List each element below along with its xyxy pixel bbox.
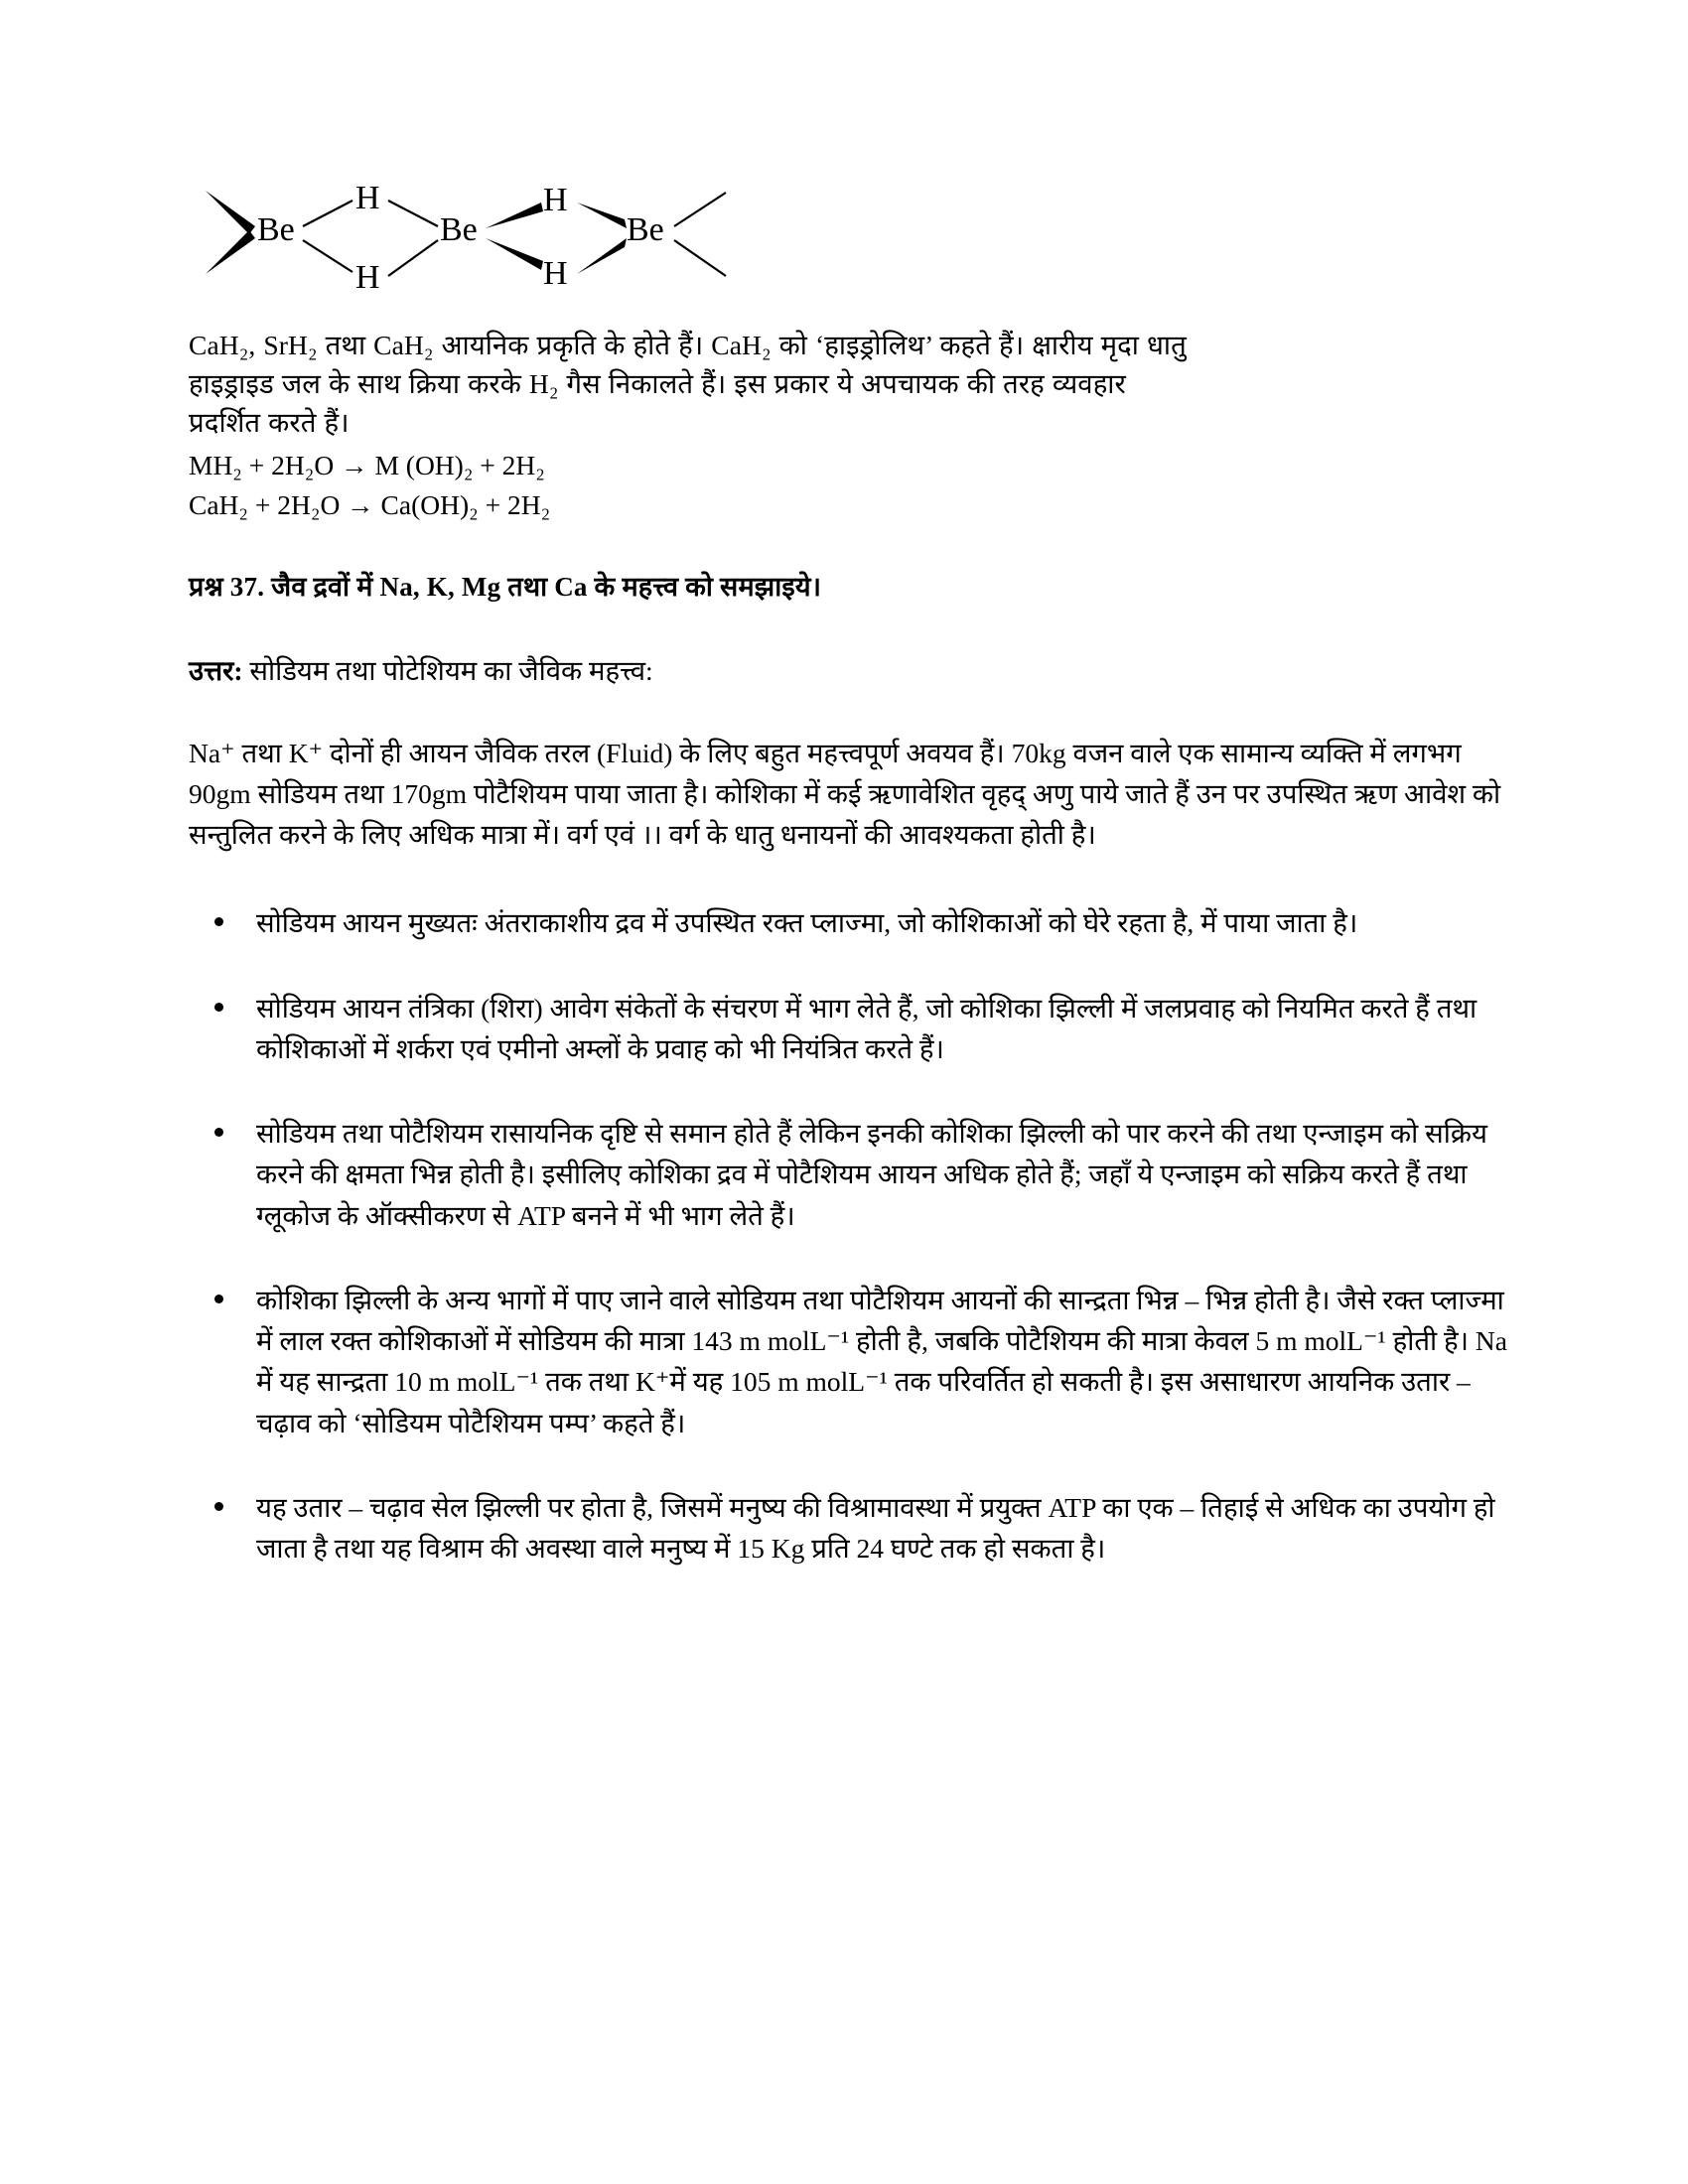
list-item-text: सोडियम तथा पोटैशियम रासायनिक दृष्टि से समान होते हैं लेकिन इनकी कोशिका झिल्ली को पार करने की तथा एन्जाइम को सक्रिय करने की क्षमता भिन्न होती है। इसीलिए कोशिका द्रव में पोटैशियम आयन अधिक होते हैं; जहाँ ये एन्जाइम को सक्रिय करते हैं तथा ग्लूकोज के ऑक्सीकरण से ATP बनने में भी भाग लेते हैं। bbox=[256, 1118, 1487, 1231]
bullet-dot-icon bbox=[214, 1295, 223, 1303]
list-item-text: कोशिका झिल्ली के अन्य भागों में पाए जाने वाले सोडियम तथा पोटैशियम आयनों की सान्द्रता भिन्न – भिन्न होती है। जैसे रक्त प्लाज्मा में लाल रक्त कोशिकाओं में सोडियम की मात्रा 143 m molL⁻¹ होती है, जबकि पोटैशियम की मात्रा केवल 5 m molL⁻¹ होती है। Na में यह सान्द्रता 10 m molL⁻¹ तक तथा K⁺में यह 105 m molL⁻¹ तक परिवर्तित हो सकती है। इस असाधारण आयनिक उतार – चढ़ाव को ‘सोडियम पोटैशियम पम्प’ कहते हैं। bbox=[256, 1284, 1507, 1438]
atom-label-h-bottom-1: H bbox=[355, 259, 380, 296]
answer-lead-paragraph: Na⁺ तथा K⁺ दोनों ही आयन जैविक तरल (Fluid) के लिए बहुत महत्त्वपूर्ण अवयव हैं। 70kg वजन वाले एक सामान्य व्यक्ति में लगभग 90gm सोडियम तथा 170gm पोटैशियम पाया जाता है। कोशिका में कई ऋणावेशित वृहद् अणु पाये जाते हैं उन पर उपस्थित ऋण आवेश को सन्तुलित करने के लिए अधिक मात्रा में। वर्ग एवं ।। वर्ग के धातु धनायनों की आवश्यकता होती है। bbox=[189, 738, 1501, 850]
intro-paragraph-line-1: CaH₂, SrH₂ तथा CaH₂ आयनिक प्रकृति के होते हैं। CaH₂ को ‘हाइड्रोलिथ’ कहते हैं। क्षारीय मृदा धातु bbox=[189, 330, 1187, 360]
answer-heading bbox=[189, 652, 1514, 691]
question-number: प्रश्न 37. bbox=[189, 571, 265, 602]
list-item bbox=[189, 1280, 1514, 1443]
atom-label-be-2: Be bbox=[440, 211, 478, 248]
answer-bullet-list bbox=[189, 902, 1514, 1569]
beryllium-hydride-structure-figure bbox=[194, 179, 750, 308]
question-text: जैव द्रवों में Na, K, Mg तथा Ca के महत्त्व को समझाइये। bbox=[271, 571, 822, 602]
bullet-dot-icon bbox=[214, 1128, 223, 1137]
equation-calcium-hydride: CaH₂ + 2H₂O → Ca(OH)₂ + 2H₂ bbox=[189, 489, 551, 521]
atom-label-h-top-1: H bbox=[355, 180, 380, 216]
bullet-dot-icon bbox=[214, 1003, 223, 1012]
list-item bbox=[189, 1487, 1514, 1570]
list-item bbox=[189, 988, 1514, 1070]
bullet-dot-icon bbox=[214, 1502, 223, 1511]
list-item-text: सोडियम आयन तंत्रिका (शिरा) आवेग संकेतों के संचरण में भाग लेते हैं, जो कोशिका झिल्ली में जलप्रवाह को नियमित करते हैं तथा कोशिकाओं में शर्करा एवं एमीनो अम्लों के प्रवाह को भी नियंत्रित करते हैं। bbox=[256, 992, 1477, 1064]
intro-paragraph-line-2: हाइड्राइड जल के साथ क्रिया करके H₂ गैस निकालते हैं। इस प्रकार ये अपचायक की तरह व्यवहार bbox=[189, 368, 1126, 400]
list-item-text: सोडियम आयन मुख्यतः अंतराकाशीय द्रव में उपस्थित रक्त प्लाज्मा, जो कोशिकाओं को घेरे रहता है, में पाया जाता है। bbox=[256, 907, 1358, 939]
structure-svg bbox=[194, 179, 750, 308]
question-heading bbox=[189, 569, 1514, 607]
atom-label-h-top-2: H bbox=[543, 182, 568, 218]
bullet-dot-icon bbox=[214, 917, 223, 926]
atom-label-be-1: Be bbox=[257, 211, 295, 248]
intro-paragraph-line-3: प्रदर्शित करते हैं। bbox=[189, 407, 350, 439]
list-item-text: यह उतार – चढ़ाव सेल झिल्ली पर होता है, जिसमें मनुष्य की विश्रामावस्था में प्रयुक्त ATP का एक – तिहाई से अधिक का उपयोग हो जाता है तथा यह विश्राम की अवस्था वाले मनुष्य में 15 Kg प्रति 24 घण्टे तक हो सकता है। bbox=[256, 1491, 1495, 1564]
atom-label-h-bottom-2: H bbox=[543, 255, 568, 292]
atom-label-be-3: Be bbox=[627, 211, 664, 248]
list-item bbox=[189, 1113, 1514, 1236]
list-item bbox=[189, 902, 1514, 943]
answer-label: उत्तर: bbox=[189, 654, 243, 686]
equation-generic-metal-hydride: MH₂ + 2H₂O → M (OH)₂ + 2H₂ bbox=[189, 450, 545, 481]
answer-subtitle: सोडियम तथा पोटेशियम का जैविक महत्त्व: bbox=[249, 654, 653, 686]
